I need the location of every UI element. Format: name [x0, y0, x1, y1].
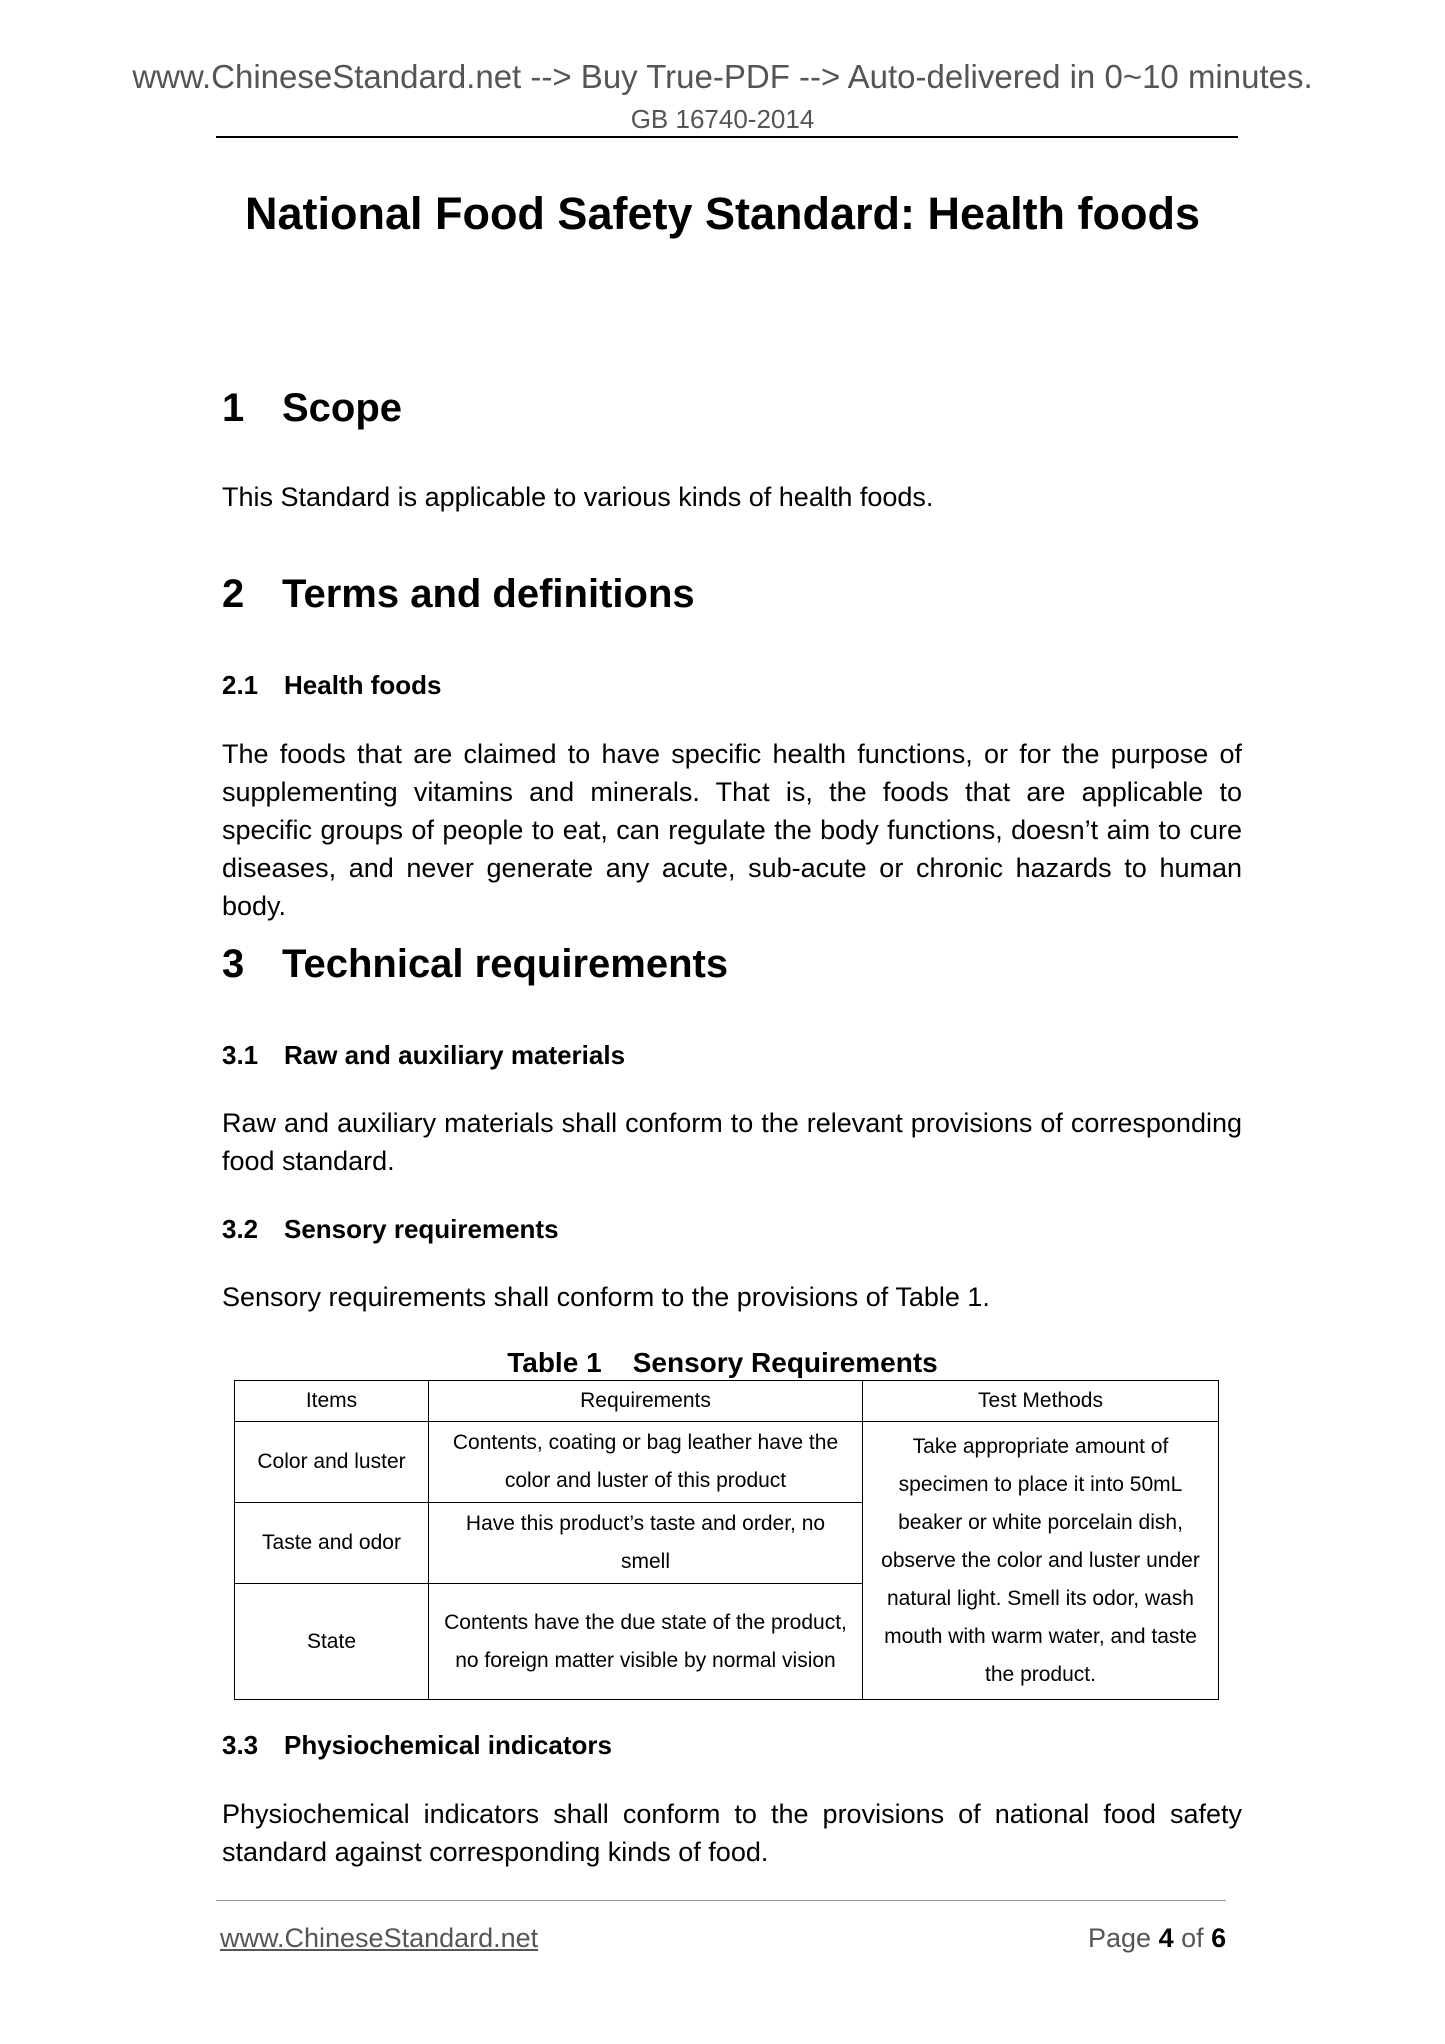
header-divider: [216, 136, 1238, 138]
header-banner: www.ChineseStandard.net --> Buy True-PDF --> Auto-delivered in 0~10 minutes.: [132, 58, 1313, 95]
section-title: Scope: [282, 386, 403, 430]
table-cell-item: State: [235, 1584, 429, 1700]
section-number: 3.3: [222, 1730, 259, 1760]
table-cell-requirement: Have this product’s taste and order, no smell: [429, 1503, 863, 1584]
page-total: 6: [1211, 1923, 1227, 1953]
section-title: Physiochemical indicators: [284, 1730, 613, 1760]
table-header-cell: Test Methods: [863, 1381, 1219, 1422]
standard-number: GB 16740-2014: [630, 104, 815, 134]
section-1-text: This Standard is applicable to various kinds of health foods.: [222, 482, 934, 512]
section-2-1-heading: [222, 670, 441, 701]
table-cell-item: Taste and odor: [235, 1503, 429, 1584]
section-number: 2.1: [222, 670, 259, 700]
section-title: Terms and definitions: [282, 572, 695, 616]
section-2-heading: [222, 572, 695, 617]
section-3-2-heading: [222, 1214, 559, 1245]
section-3-heading: [222, 942, 728, 987]
section-title: Raw and auxiliary materials: [284, 1040, 626, 1070]
section-1-heading: [222, 386, 402, 431]
table-header-cell: Requirements: [429, 1381, 863, 1422]
section-title: Health foods: [284, 670, 442, 700]
sensory-requirements-table: [234, 1380, 1219, 1700]
section-number: 2: [222, 572, 245, 616]
section-number: 1: [222, 386, 245, 430]
section-3-1-text: Raw and auxiliary materials shall conform to the relevant provisions of corresponding food standard.: [222, 1108, 1242, 1176]
table-cell-test-method: Take appropriate amount of specimen to place it into 50mL beaker or white porcelain dish, observe the color and luster under natural light. Smell its odor, wash mouth with warm water, and taste the product.: [863, 1422, 1219, 1700]
table-1-caption: Table 1 Sensory Requirements: [507, 1347, 938, 1378]
table-header-row: [235, 1381, 1219, 1422]
page-prefix: Page: [1088, 1923, 1159, 1953]
table-row: [235, 1422, 1219, 1503]
table-cell-requirement: Contents have the due state of the product, no foreign matter visible by normal vision: [429, 1584, 863, 1700]
table-header-cell: Items: [235, 1381, 429, 1422]
footer-website-link[interactable]: www.ChineseStandard.net: [220, 1923, 539, 1953]
document-title: National Food Safety Standard: Health foods: [244, 188, 1201, 239]
page-current: 4: [1158, 1923, 1174, 1953]
section-3-1-heading: [222, 1040, 625, 1071]
section-3-3-text: Physiochemical indicators shall conform to the provisions of national food safety standard against corresponding kinds of food.: [222, 1799, 1242, 1867]
footer-divider: [216, 1900, 1226, 1901]
section-title: Technical requirements: [282, 942, 729, 986]
section-2-1-text: The foods that are claimed to have specific health functions, or for the purpose of supplementing vitamins and minerals. That is, the foods that are applicable to specific groups of people to eat, can regulate the body functions, doesn’t aim to cure diseases, and never generate any acute, sub-acute or chronic hazards to human body.: [222, 739, 1242, 921]
section-title: Sensory requirements: [284, 1214, 559, 1244]
page-number: [1088, 1923, 1226, 1954]
section-3-3-heading: [222, 1730, 612, 1761]
section-3-2-text: Sensory requirements shall conform to the provisions of Table 1.: [222, 1282, 990, 1312]
section-number: 3: [222, 942, 245, 986]
table-cell-item: Color and luster: [235, 1422, 429, 1503]
page-of: of: [1173, 1923, 1212, 1953]
section-number: 3.2: [222, 1214, 259, 1244]
table-cell-requirement: Contents, coating or bag leather have the color and luster of this product: [429, 1422, 863, 1503]
section-number: 3.1: [222, 1040, 259, 1070]
